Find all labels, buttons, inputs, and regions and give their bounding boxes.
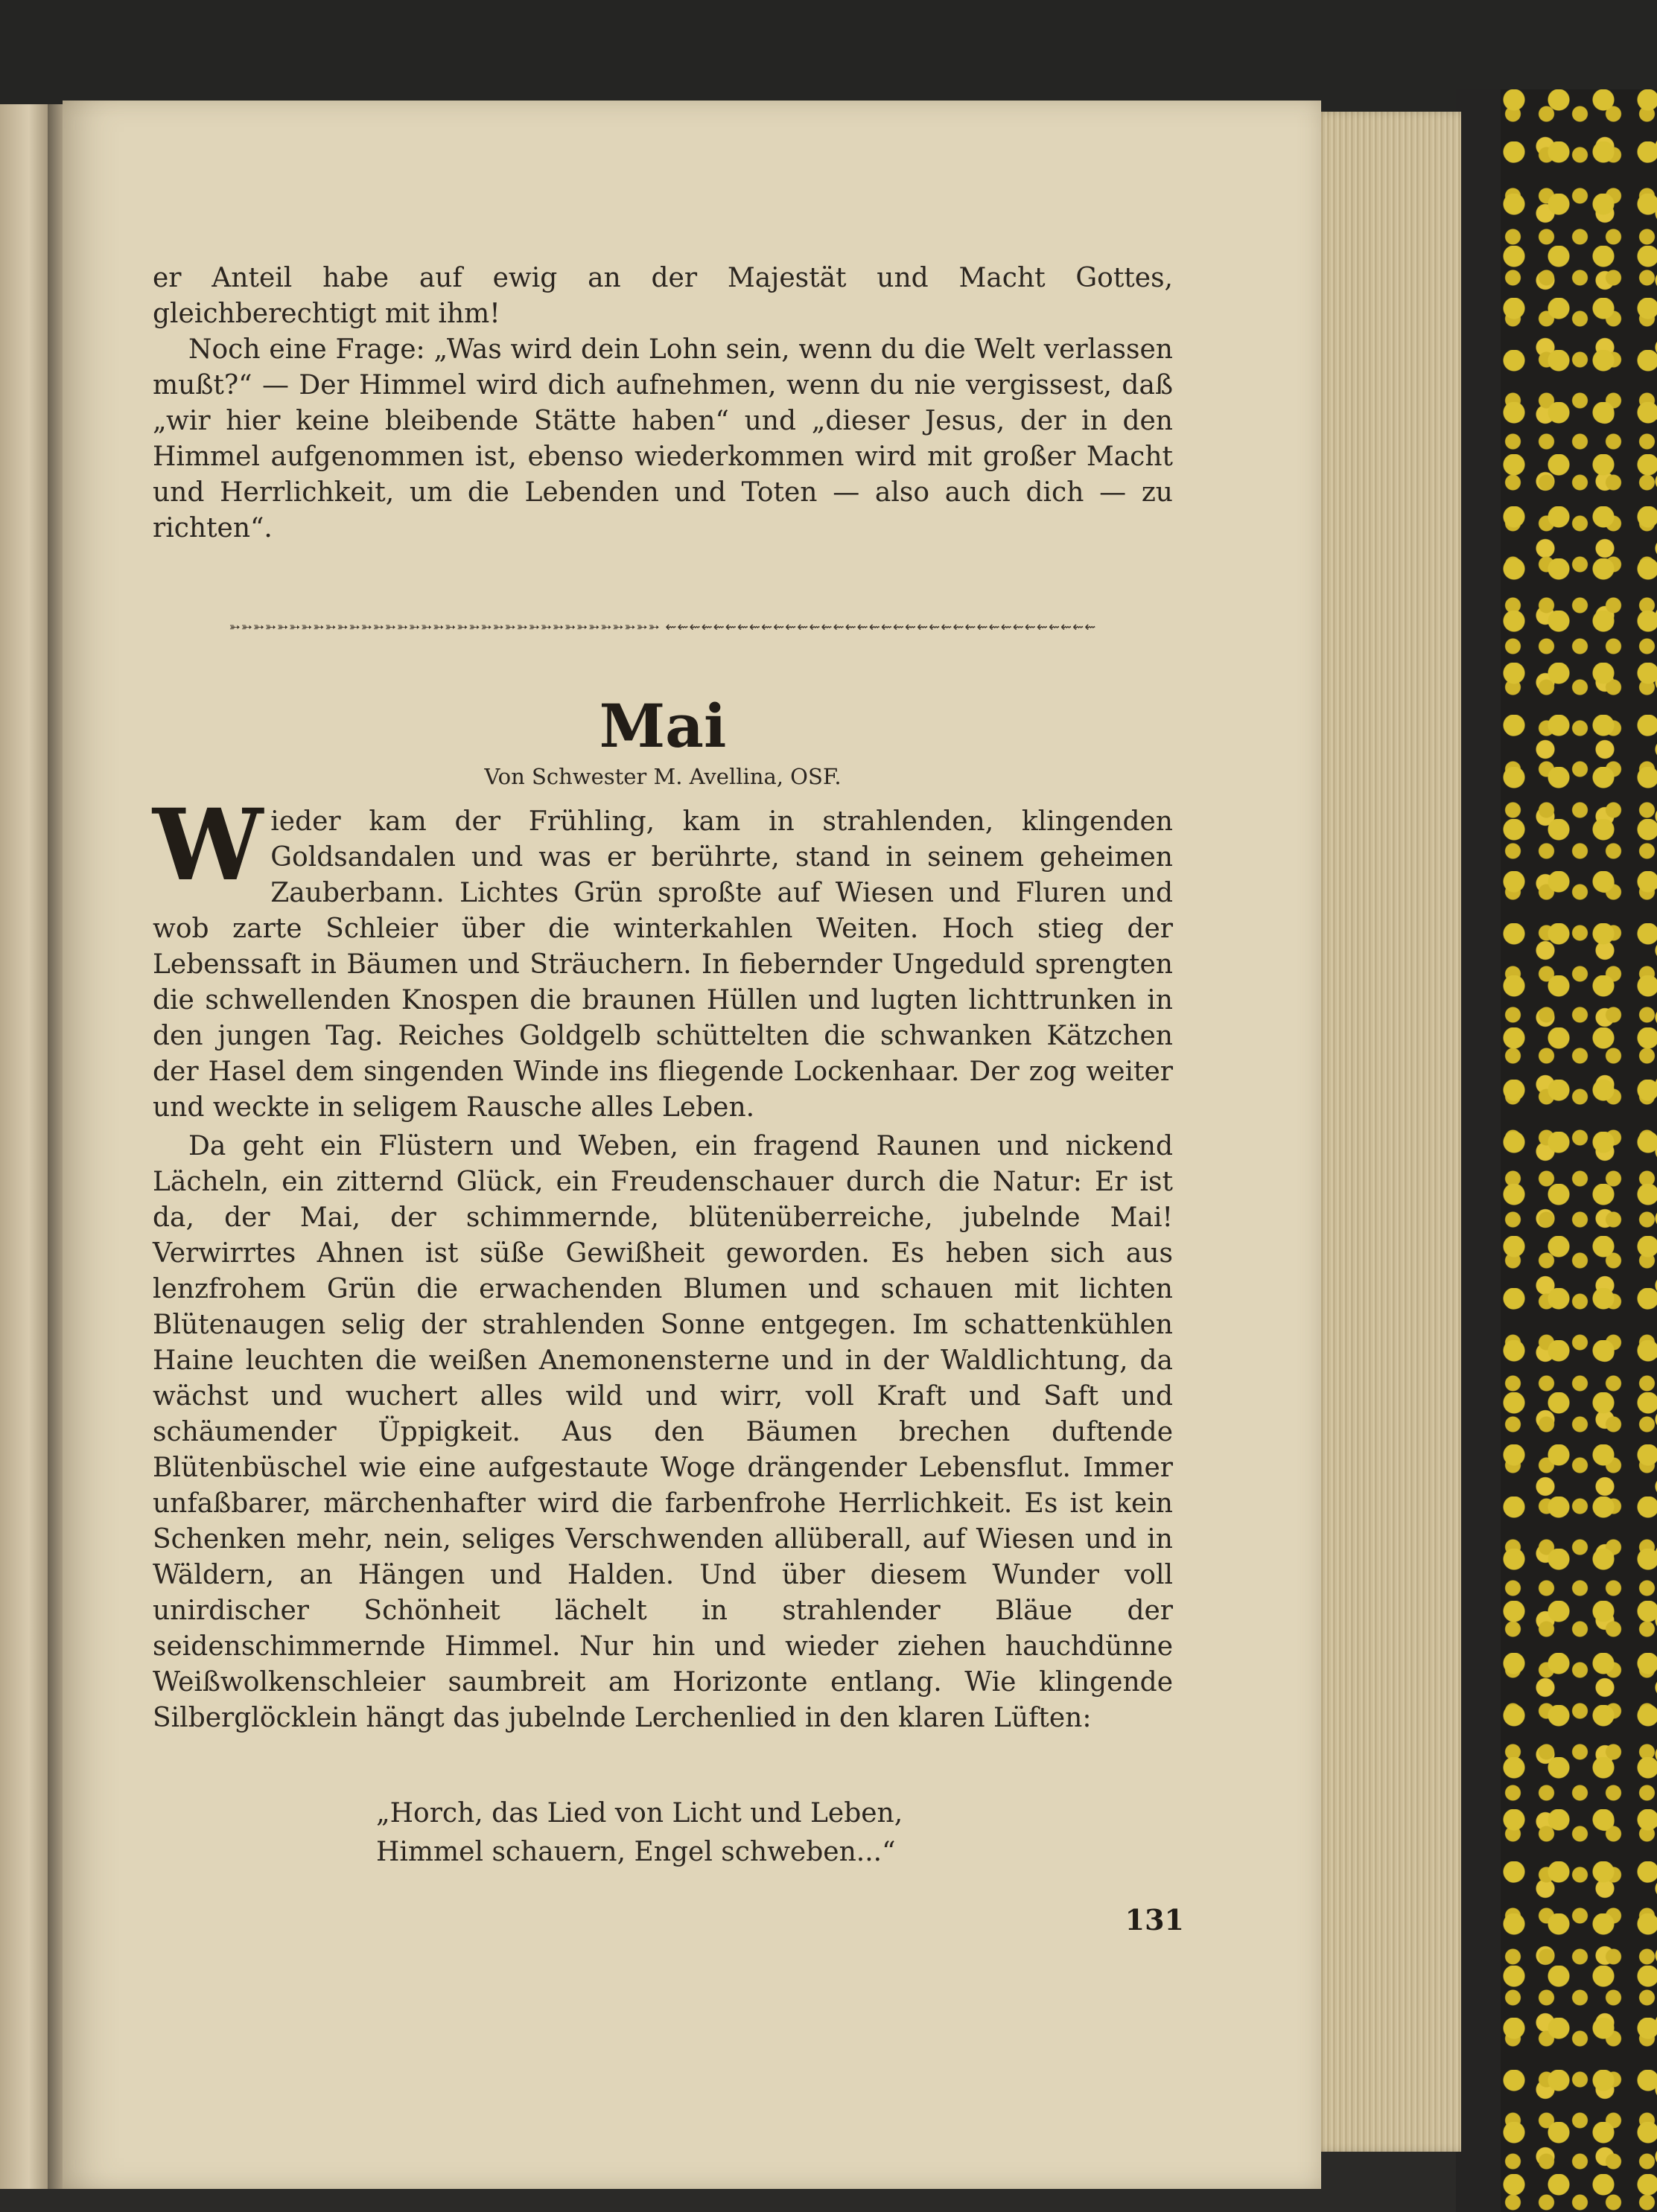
article-title: Mai	[599, 691, 727, 761]
left-page-edge	[0, 104, 52, 2189]
paragraph	[153, 788, 1173, 1126]
ornamental-divider: ➳➳➳➳➳➳➳➳➳➳➳➳➳➳➳➳➳➳➳➳➳➳➳➳➳➳➳➳➳➳➳➳➳➳➳➳ ⇜⇜⇜⇜⇜⇜⇜⇜⇜⇜⇜⇜⇜⇜⇜⇜⇜⇜⇜⇜⇜⇜⇜⇜⇜⇜⇜⇜⇜⇜⇜⇜⇜⇜⇜⇜	[229, 619, 1097, 635]
paragraph: er Anteil habe auf ewig an der Majestät und Macht Gottes, gleichberechtigt mit ihm!	[153, 263, 1173, 329]
paragraph: Da geht ein Flüstern und Weben, ein fragend Raunen und nickend Lächeln, ein zitternd Glück, ein Freudenschauer durch die Natur: Er ist da, der Mai, der schimmernde, blütenüberreiche, jubelnde Mai! Verwirrtes Ahnen ist süße Gewißheit geworden. Es heben sich aus lenzfrohem Grün die erwachenden Blumen und schauen mit lichten Blütenaugen selig der strahlenden Sonne entgegen. Im schattenkühlen Haine leuchten die weißen Anemonensterne und in der Waldlichtung, da wächst und wuchert alles wild und wirr, voll Kraft und Saft und schäumender Üppigkeit. Aus den Bäumen brechen duftende Blütenbüschel wie eine aufgestaute Woge drängender Lebensflut. Immer unfaßbarer, märchenhafter wird die farbenfrohe Herrlichkeit. Es ist kein Schenken mehr, nein, seliges Verschwenden allüberall, auf Wiesen und in Wäldern, an Hängen und Halden. Und über diesem Wunder voll unirdischer Schönheit lächelt in strahlender Bläue der seidenschimmernde Himmel. Nur hin und wieder ziehen hauchdünne Weißwolkenschleier saumbreit am Horizonte entlang. Wie klingende Silberglöcklein hängt das jubelnde Lerchenlied in den klaren Lüften:	[153, 1131, 1173, 1733]
paragraph-text: ieder kam der Frühling, kam in strahlenden, klingenden Goldsandalen und was er berührte, stand in seinem geheimen Zauberbann. Lichtes Grün sproßte auf Wiesen und Fluren und wob zarte Schleier über die winterkahlen Weiten. Hoch stieg der Lebenssaft in Bäumen und Sträuchern. In fiebernder Ungeduld sprengten die schwellenden Knospen die braunen Hüllen und lugten lichttrunken in den jungen Tag. Reiches Goldgelb schüttelten die schwanken Kätzchen der Hasel dem singenden Winde ins fliegende Lockenhaar. Der zog weiter und weckte in seligem Rausche alles Leben.	[153, 806, 1173, 1123]
verse-line: Himmel schauern, Engel schweben...“	[376, 1837, 896, 1867]
paragraph: Noch eine Frage: „Was wird dein Lohn sein, wenn du die Welt verlassen mußt?“ — Der Himmel wird dich aufnehmen, wenn du nie vergissest, daß „wir hier keine bleibende Stätte haben“ und „dieser Jesus, der in den Himmel aufgenommen ist, ebenso wiederkommen wird mit großer Macht und Herrlichkeit, um die Lebenden und Toten — also auch dich — zu richten“.	[153, 334, 1173, 544]
article-byline: Von Schwester M. Avellina, OSF.	[484, 764, 842, 789]
previous-article-ending	[153, 261, 1173, 546]
drop-cap: W	[153, 788, 264, 903]
verse-quote	[376, 1794, 1046, 1872]
page-number: 131	[1125, 1903, 1184, 1937]
book-cover-top-edge	[0, 0, 1657, 112]
verse-line: „Horch, das Lied von Licht und Leben,	[376, 1798, 903, 1829]
page-stack-edges	[1312, 112, 1461, 2152]
cover-board-edge	[1456, 89, 1501, 2212]
article-body	[153, 788, 1173, 1736]
